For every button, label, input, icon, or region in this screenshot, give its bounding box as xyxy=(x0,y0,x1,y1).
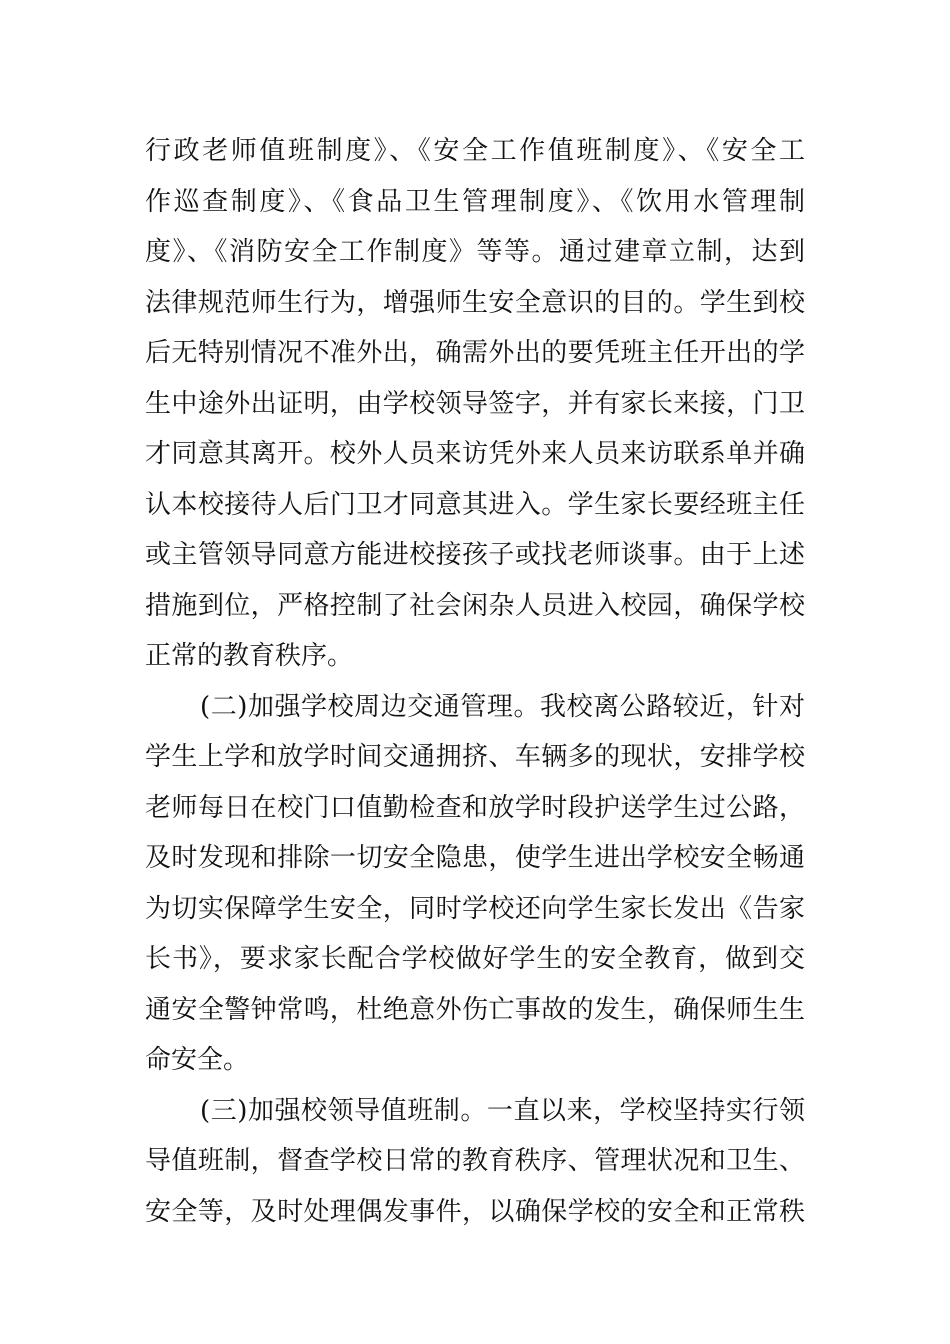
text-line: 法律规范师生行为，增强师生安全意识的目的。学生到校 xyxy=(145,287,805,318)
text-line: 通安全警钟常鸣，杜绝意外伤亡事故的发生，确保师生生 xyxy=(145,994,805,1025)
text-line: 认本校接待人后门卫才同意其进入。学生家长要经班主任 xyxy=(145,489,805,520)
text-line: 长书》，要求家长配合学校做好学生的安全教育，做到交 xyxy=(145,944,805,974)
paragraph-rules xyxy=(145,126,805,682)
text-line: 命安全。 xyxy=(145,1045,250,1075)
text-line: 正常的教育秩序。 xyxy=(145,641,354,671)
text-line: 作巡查制度》、《食品卫生管理制度》、《饮用水管理制 xyxy=(145,186,805,217)
text-line: 后无特别情况不准外出，确需外出的要凭班主任开出的学 xyxy=(145,338,805,368)
text-line: 老师每日在校门口值勤检查和放学时段护送学生过公路， xyxy=(145,792,805,823)
text-line: 安全等，及时处理偶发事件，以确保学校的安全和正常秩 xyxy=(145,1196,805,1227)
text-line: 措施到位，严格控制了社会闲杂人员进入校园，确保学校 xyxy=(145,590,805,621)
text-line: 生中途外出证明，由学校领导签字，并有家长来接，门卫 xyxy=(145,388,805,419)
text-line: 及时发现和排除一切安全隐患，使学生进出学校安全畅通 xyxy=(145,843,805,873)
text-line: 为切实保障学生安全，同时学校还向学生家长发出《告家 xyxy=(145,893,805,924)
text-line: (二)加强学校周边交通管理。我校离公路较近，针对 xyxy=(200,691,805,722)
text-line: 度》、《消防安全工作制度》等等。通过建章立制，达到 xyxy=(145,237,805,267)
text-line: (三)加强校领导值班制。一直以来，学校坚持实行领 xyxy=(200,1095,805,1126)
document-body xyxy=(145,126,805,1237)
text-line: 或主管领导同意方能进校接孩子或找老师谈事。由于上述 xyxy=(145,540,805,570)
text-line: 学生上学和放学时间交通拥挤、车辆多的现状，安排学校 xyxy=(145,742,805,772)
text-line: 行政老师值班制度》、《安全工作值班制度》、《安全工 xyxy=(145,136,805,166)
text-line: 导值班制，督查学校日常的教育秩序、管理状况和卫生、 xyxy=(145,1146,805,1176)
paragraph-traffic xyxy=(145,682,805,1086)
text-line: 才同意其离开。校外人员来访凭外来人员来访联系单并确 xyxy=(145,439,805,469)
paragraph-leader-duty xyxy=(145,1086,805,1238)
